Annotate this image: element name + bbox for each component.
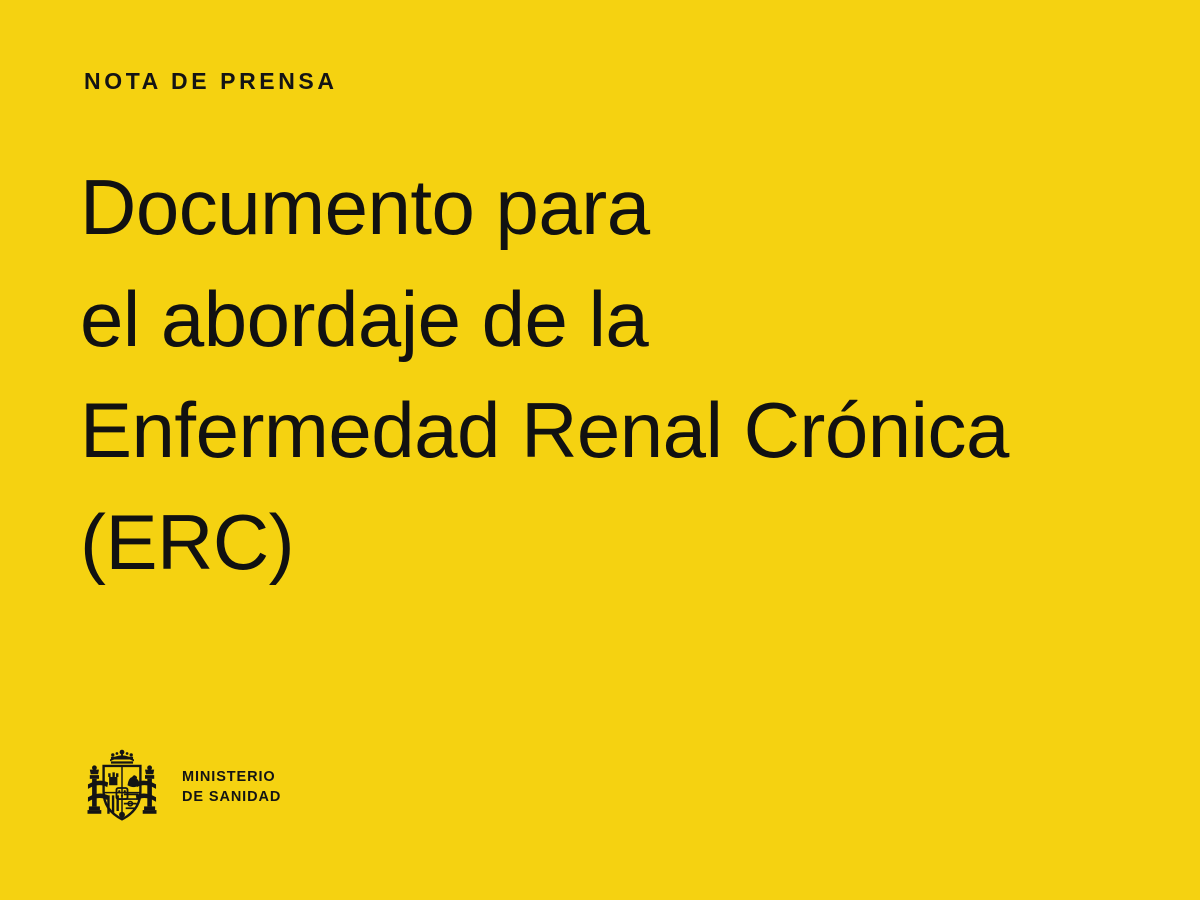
page-title-line-3: Enfermedad Renal Crónica [80, 386, 1009, 475]
ministry-name-line-2: DE SANIDAD [182, 789, 282, 805]
ministry-name [182, 768, 281, 807]
page-title-line-2: el abordaje de la [80, 274, 649, 363]
coat-of-arms-spain-icon [76, 742, 168, 834]
page-title-line-1: Documento para [80, 163, 650, 251]
ministry-name-line-1: MINISTERIO [182, 769, 276, 786]
page-title [80, 152, 1140, 598]
page-title-line-4: (ERC) [80, 497, 295, 586]
kicker-label: NOTA DE PRENSA [84, 68, 338, 94]
ministry-logo [76, 742, 281, 834]
